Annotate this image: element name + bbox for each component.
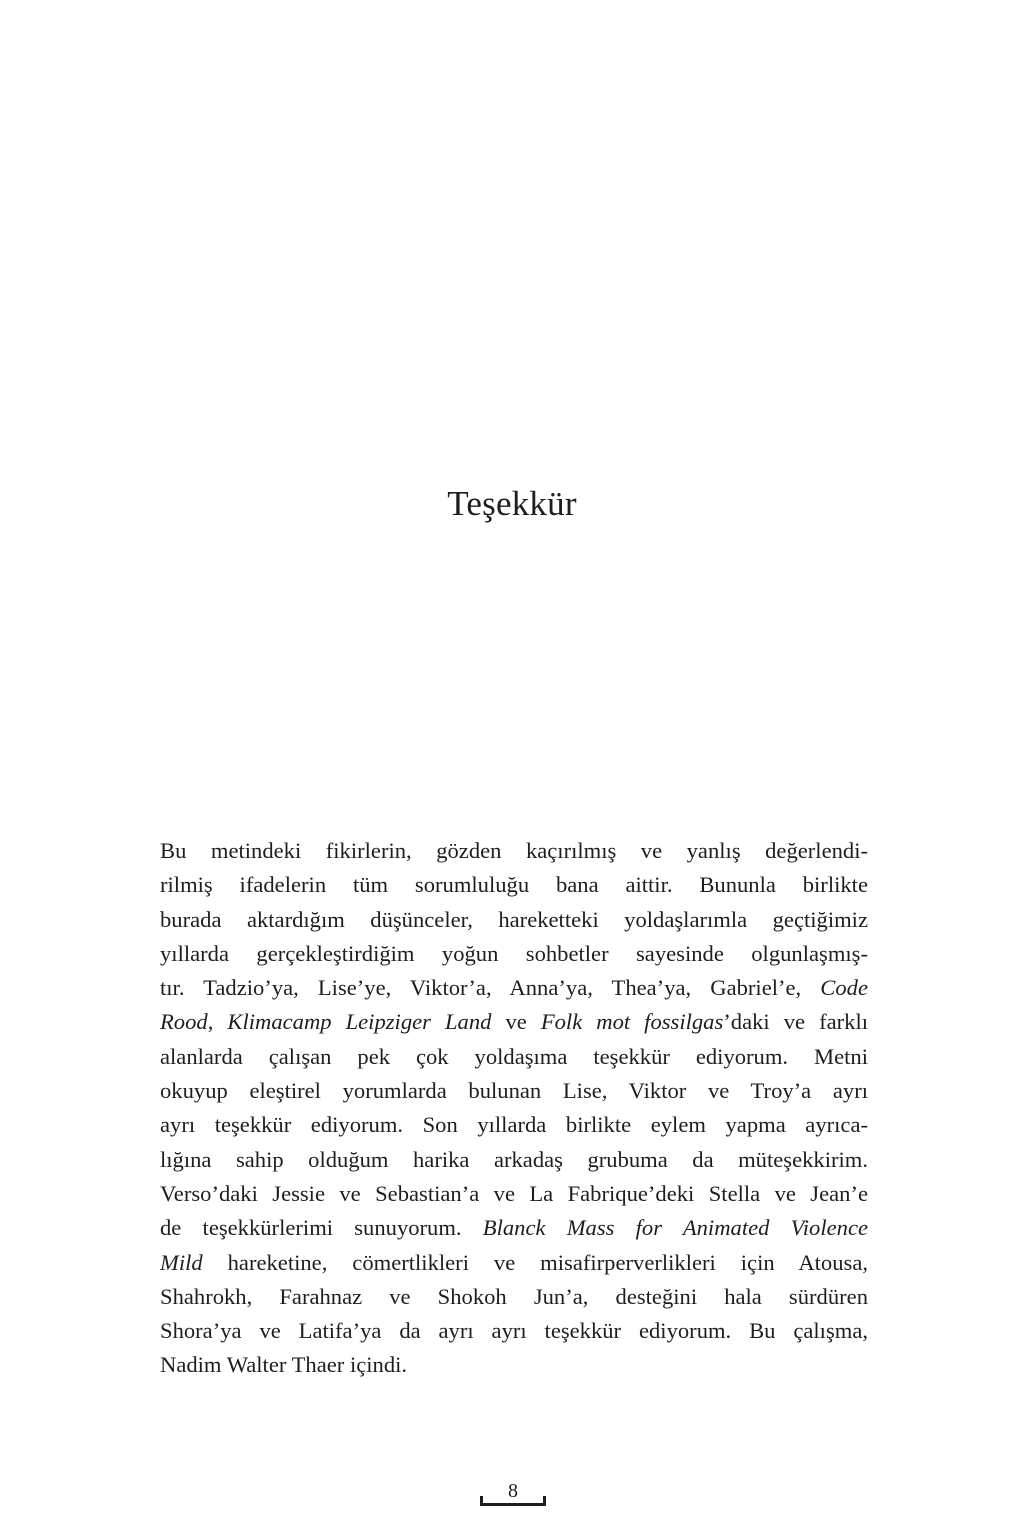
paragraph-text: okuyup eleştirel yorumlarda bulunan Lise, Viktor ve Troy’a ayrı — [160, 1078, 868, 1104]
paragraph-text: Verso’daki Jessie ve Sebastian’a ve La Fabrique’deki Stella ve Jean’e — [160, 1180, 868, 1206]
paragraph-text: hareketine, cömertlikleri ve misafirperverlikleri için Atousa, — [202, 1249, 868, 1275]
page-number-block — [480, 1480, 546, 1514]
italic-title-text: Klimacamp Leipziger Land — [227, 1009, 492, 1035]
paragraph-text: Bu metindeki fikirlerin, gözden kaçırılmış ve yanlış değerlendi- — [160, 838, 868, 863]
acknowledgements-paragraph — [160, 834, 868, 1383]
paragraph-line — [160, 1040, 868, 1074]
paragraph-text: de teşekkürlerimi sunuyorum. — [160, 1215, 483, 1241]
paragraph-line — [160, 1348, 868, 1382]
paragraph-line — [160, 1177, 868, 1211]
paragraph-line — [160, 1314, 868, 1348]
paragraph-text: rilmiş ifadelerin tüm sorumluluğu bana aittir. Bununla birlikte — [160, 872, 868, 898]
italic-title-text: Blanck Mass for Animated Violence — [482, 1215, 868, 1241]
paragraph-text: burada aktardığım düşünceler, hareketteki yoldaşlarımla geçtiğimiz — [160, 906, 868, 932]
paragraph-line — [160, 1211, 868, 1245]
italic-title-text: Mild — [160, 1249, 203, 1275]
paragraph-line — [160, 1074, 868, 1108]
italic-title-text: Folk mot fossilgas — [540, 1009, 724, 1035]
paragraph-text: Nadim Walter Thaer içindi. — [160, 1352, 408, 1378]
paragraph-text: tır. Tadzio’ya, Lise’ye, Viktor’a, Anna’ya, Thea’ya, Gabriel’e, — [160, 975, 821, 1001]
paragraph-text: , — [207, 1009, 228, 1035]
italic-title-text: Code — [820, 975, 868, 1001]
paragraph-text: alanlarda çalışan pek çok yoldaşıma teşekkür ediyorum. Metni — [160, 1043, 868, 1069]
page-number: 8 — [508, 1480, 518, 1502]
paragraph-line — [160, 1108, 868, 1142]
paragraph-text: ve — [491, 1009, 541, 1035]
paragraph-line — [160, 1005, 868, 1039]
paragraph-line — [160, 903, 868, 937]
paragraph-line — [160, 868, 868, 902]
paragraph-text: lığına sahip olduğum harika arkadaş grubuma da müteşekkirim. — [160, 1146, 868, 1172]
italic-title-text: Rood — [160, 1009, 208, 1035]
paragraph-line — [160, 834, 868, 868]
paragraph-line — [160, 1143, 868, 1177]
paragraph-text: ayrı teşekkür ediyorum. Son yıllarda birlikte eylem yapma ayrıca- — [160, 1112, 868, 1138]
paragraph-text: Shahrokh, Farahnaz ve Shokoh Jun’a, desteğini hala sürdüren — [160, 1283, 868, 1309]
paragraph-line — [160, 971, 868, 1005]
paragraph-line — [160, 1246, 868, 1280]
paragraph-text: yıllarda gerçekleştirdiğim yoğun sohbetler sayesinde olgunlaşmış- — [160, 940, 868, 966]
chapter-heading: Teşekkür — [447, 484, 577, 523]
paragraph-line — [160, 937, 868, 971]
page-number-rule — [480, 1503, 546, 1506]
paragraph-text: ’daki ve farklı — [723, 1009, 868, 1035]
paragraph-text: Shora’ya ve Latifa’ya da ayrı ayrı teşekkür ediyorum. Bu çalışma, — [160, 1318, 868, 1344]
paragraph-line — [160, 1280, 868, 1314]
